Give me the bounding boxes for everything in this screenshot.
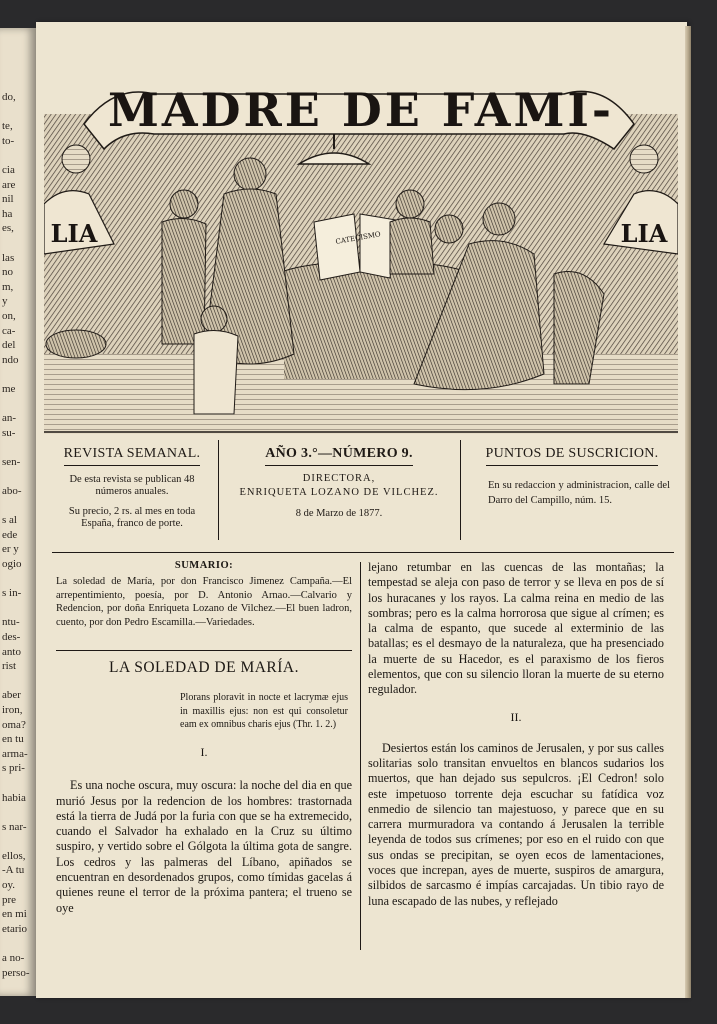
left-fragment: oma? xyxy=(2,718,26,731)
article-title: LA SOLEDAD DE MARÍA. xyxy=(56,650,352,677)
left-fragment: a no- xyxy=(2,952,25,965)
revista-semanal-heading: REVISTA SEMANAL. xyxy=(64,446,201,466)
left-fragment: ha xyxy=(2,207,13,220)
left-fragment: oy. xyxy=(2,879,16,892)
left-fragment: ntu- xyxy=(2,616,20,629)
left-fragment: rist xyxy=(2,660,17,673)
left-fragment: do, xyxy=(2,91,16,103)
left-fragment: m, xyxy=(2,280,14,293)
issues-per-year: De esta revista se publican 48 números anuales. xyxy=(69,474,195,497)
left-fragment xyxy=(0,601,36,616)
left-fragment: no xyxy=(2,266,13,279)
left-fragment: en tu xyxy=(2,733,24,746)
left-fragment: ogio xyxy=(2,558,22,570)
left-fragment: habia xyxy=(2,791,26,804)
subscription-address: En su redaccion y administracion, calle del Darro del Campillo, núm. 15. xyxy=(488,480,670,506)
left-fragment: an- xyxy=(2,412,17,425)
left-fragment xyxy=(0,148,36,163)
left-fragment: es, xyxy=(2,222,14,235)
subscription-price: Su precio, 2 rs. al mes en toda España, franco de porte. xyxy=(68,506,196,529)
left-fragment xyxy=(0,936,36,951)
left-fragment: s nar- xyxy=(2,820,27,833)
left-fragment: -A tu xyxy=(2,864,25,877)
left-page-fragments xyxy=(0,28,36,980)
left-fragment xyxy=(0,805,36,820)
left-fragment: ca- xyxy=(2,324,16,337)
banner-right-tail: LIA xyxy=(620,219,668,248)
left-fragment xyxy=(0,440,36,455)
article-paragraph-1-continued: lejano retumbar en las cuencas de las montañas; la tempestad se aleja con paso de terror y se lleva en pos de sí los huracanes y los rayos. La calma reina en medio de las sombras; pero es la calma horrorosa que sigue al crímen; es la calma de espanto, que sucede al exterminio de las batallas; es el desmayo de la naturaleza, que ha presenciado la muerte de su Hacedor, es el paraxismo de los fieros elementos, que con su silencio lloran la muerte de su eterno regulador. xyxy=(368,560,664,697)
left-fragment: ellos, xyxy=(2,849,26,862)
left-fragment xyxy=(0,776,36,791)
article-paragraph-1: Es una noche oscura, muy oscura: la noche del dia en que murió Jesus por la redencion de los hombres: trastornada está la tierra de Judá por la furia con que se ha extremecido, cuando el Salvador ha exhalado en la Cruz su último suspiro, y vertido sobre el Gólgota la última gota de sangre. Los cedros y las palmeras del Líbano, apiñados se encuentran en desordenados grupos, como tímidas gacelas á quienes reune el terror de la próxima pantera; el trueno se oye xyxy=(56,778,352,915)
horizontal-rule xyxy=(52,552,674,553)
masthead-left-column xyxy=(52,442,212,530)
left-fragment: te, xyxy=(2,120,13,133)
masthead-right-column xyxy=(468,442,676,508)
section-one-numeral: I. xyxy=(200,745,208,760)
left-fragment: del xyxy=(2,339,16,352)
issue-date: 8 de Marzo de 1877. xyxy=(295,508,383,519)
left-fragment: s in- xyxy=(2,587,22,600)
masthead-illustration xyxy=(44,54,678,434)
newspaper-page xyxy=(36,22,687,998)
left-fragment: en mi xyxy=(2,908,27,921)
left-fragment: s pri- xyxy=(2,762,25,775)
page-edge-shadow xyxy=(685,26,691,998)
left-fragment: on, xyxy=(2,309,16,322)
masthead-info xyxy=(36,434,687,552)
left-fragment xyxy=(0,236,36,251)
summary-body: La soledad de María, por don Francisco Jimenez Campaña.—El arrepentimiento, poesía, por D. Antonio Arnao.—Calvario y Redencion, por doña Enriqueta Lozano de Vilchez.—El buen ladron, cuento, por don Pedro Escamilla.—Variedades. xyxy=(56,576,352,628)
director-label: DIRECTORA, xyxy=(302,473,376,484)
left-fragment: sen- xyxy=(2,455,21,468)
left-fragment xyxy=(0,572,36,587)
left-fragment: er y xyxy=(2,543,19,556)
left-fragment: las xyxy=(2,251,15,264)
left-fragment: ede xyxy=(2,528,18,541)
left-fragment: nil xyxy=(2,193,14,206)
left-fragment: su- xyxy=(2,426,16,439)
left-fragment xyxy=(0,674,36,689)
left-fragment: abo- xyxy=(2,485,22,498)
book-text: CATECISMO xyxy=(334,230,382,246)
left-fragment: are xyxy=(2,178,16,191)
left-fragment: pre xyxy=(2,893,17,906)
left-fragment: aber xyxy=(2,689,21,702)
left-fragment: etario xyxy=(2,922,28,935)
article-epigraph: Plorans ploravit in nocte et lacrymæ ejus in maxillis ejus: non est qui consoletur eam ex omnibus charis ejus (Thr. 1. 2.) xyxy=(180,692,348,730)
summary-heading: SUMARIO: xyxy=(174,560,234,571)
year-number-heading: AÑO 3.°—NÚMERO 9. xyxy=(265,446,413,466)
left-fragment: to- xyxy=(2,134,15,147)
left-fragment xyxy=(0,469,36,484)
left-fragment xyxy=(0,105,36,120)
column-divider xyxy=(360,562,361,950)
right-text-column xyxy=(368,560,664,909)
left-fragment: des- xyxy=(2,630,21,643)
subscription-points-heading: PUNTOS DE SUSCRICION. xyxy=(486,446,659,466)
left-fragment: anto xyxy=(2,645,21,658)
masthead-divider-right xyxy=(460,440,461,540)
left-fragment: s al xyxy=(2,514,17,527)
left-fragment: cia xyxy=(2,163,15,176)
banner-left-tail: LIA xyxy=(50,219,98,248)
left-fragment: perso- xyxy=(2,966,30,979)
director-name: ENRIQUETA LOZANO DE VILCHEZ. xyxy=(239,487,439,498)
left-fragment xyxy=(0,499,36,514)
left-page-edge xyxy=(0,28,36,996)
masthead-divider-left xyxy=(218,440,219,540)
left-fragment: me xyxy=(2,382,16,395)
left-fragment xyxy=(0,367,36,382)
left-fragment: arma- xyxy=(2,747,28,760)
article-paragraph-2: Desiertos están los caminos de Jerusalen, y por sus calles solitarias solo transitan envueltos en blancos sudarios los muertos, que han dejado sus sepulcros. ¡El Cedron! solo este impetuoso torrente deja escuchar su fatídica voz enmedio de silencio tan majestuoso, y parece que en su carrera murmuradora va contando á Jerusalen la terrible leyenda de todos sus crímenes; por eso en el ruido con que sus ondas se precipitan, se oyen ecos de lamentaciones, voces que increpan, ayes de muerte, suspiros de amargura, silbidos de sarcasmo é impías carcajadas. Un tibio rayo de luna escapado de las nubes, y reflejado xyxy=(368,740,664,908)
left-fragment xyxy=(0,396,36,411)
left-text-column xyxy=(56,560,352,916)
left-fragment xyxy=(0,834,36,849)
banner-title: MADRE DE FAMI- xyxy=(108,83,614,137)
section-two-numeral: II. xyxy=(510,709,522,724)
masthead-mid-column xyxy=(226,442,452,520)
left-fragment: iron, xyxy=(2,703,23,716)
left-fragment: ndo xyxy=(2,353,19,366)
left-fragment: y xyxy=(2,295,8,308)
